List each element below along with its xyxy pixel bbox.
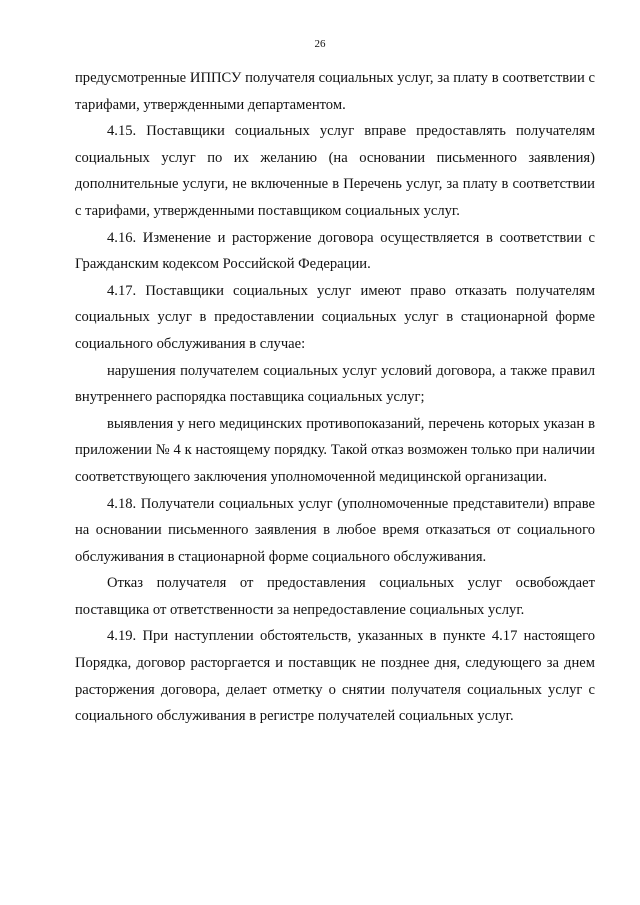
- paragraph-4-18: 4.18. Получатели социальных услуг (уполномоченные представители) вправе на основании письменного заявления в любое время отказаться от социального обслуживания в стационарной форме социального обслуживания.: [75, 495, 595, 565]
- paragraph-4-17-item-2: выявления у него медицинских противопоказаний, перечень которых указан в приложении № 4 к настоящему порядку. Такой отказ возможен только при наличии соответствующего заключения уполномоченной медицинской организации.: [75, 415, 595, 485]
- paragraph-4-16: 4.16. Изменение и расторжение договора осуществляется в соответствии с Гражданским кодексом Российской Федерации.: [75, 229, 595, 273]
- paragraph-4-17: 4.17. Поставщики социальных услуг имеют право отказать получателям социальных услуг в предоставлении социальных услуг в стационарной форме социального обслуживания в случае:: [75, 282, 595, 352]
- document-body: [75, 65, 595, 730]
- page-number: 26: [314, 38, 326, 50]
- paragraph-4-17-item-1: нарушения получателем социальных услуг условий договора, а также правил внутреннего распорядка поставщика социальных услуг;: [75, 362, 595, 406]
- paragraph-refusal: Отказ получателя от предоставления социальных услуг освобождает поставщика от ответственности за непредоставление социальных услуг.: [75, 575, 595, 618]
- paragraph-4-15: 4.15. Поставщики социальных услуг вправе предоставлять получателям социальных услуг по их желанию (на основании письменного заявления) дополнительные услуги, не включенные в Перечень услуг, за плату в соответствии с тарифами, утвержденными поставщиком социальных услуг.: [75, 123, 595, 219]
- paragraph-continuation: предусмотренные ИППСУ получателя социальных услуг, за плату в соответствии с тарифами, утвержденными департаментом.: [75, 70, 595, 113]
- paragraph-4-19: 4.19. При наступлении обстоятельств, указанных в пункте 4.17 настоящего Порядка, договор расторгается и поставщик не позднее дня, следующего за днем расторжения договора, делает отметку о снятии получателя социальных услуг с социального обслуживания в регистре получателей социальных услуг.: [75, 628, 595, 725]
